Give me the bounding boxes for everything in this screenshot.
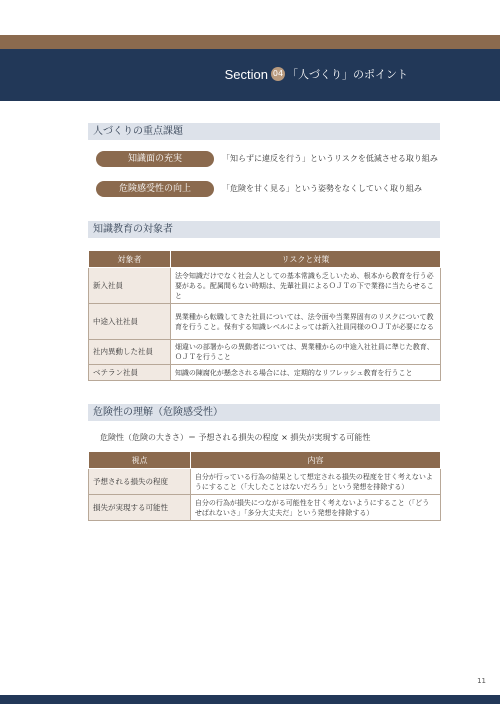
measure-cell: 知識の陳腐化が懸念される場合には、定期的なリフレッシュ教育を行うこと (170, 365, 440, 381)
table-row (89, 495, 441, 521)
priority-desc-knowledge: 「知らずに違反を行う」というリスクを低減させる取り組み (222, 154, 438, 163)
targets-table (88, 250, 441, 381)
table-row (89, 365, 441, 381)
table-row (89, 469, 441, 495)
priority-pill-risk-sensitivity: 危険感受性の向上 (96, 181, 214, 197)
section-number-badge: 04 (271, 67, 285, 81)
viewpoint-cell: 損失が実現する可能性 (89, 495, 191, 521)
column-header: 視点 (89, 452, 191, 469)
risk-formula: 危険性（危険の大きさ）＝ 予想される損失の程度 × 損失が実現する可能性 (100, 433, 371, 442)
priorities-heading: 人づくりの重点課題 (88, 123, 440, 140)
section-title (225, 66, 408, 82)
top-accent-stripe (0, 35, 500, 49)
priority-pill-knowledge: 知識面の充実 (96, 151, 214, 167)
target-cell: ベテラン社員 (89, 365, 171, 381)
table-row (89, 268, 441, 304)
section-label: 「人づくり」のポイント (287, 68, 408, 81)
viewpoint-cell: 予想される損失の程度 (89, 469, 191, 495)
target-cell: 社内異動した社員 (89, 340, 171, 365)
column-header: 対象者 (89, 251, 171, 268)
table-row (89, 304, 441, 340)
risk-heading: 危険性の理解（危険感受性） (88, 404, 440, 421)
column-header: 内容 (190, 452, 440, 469)
risk-table (88, 451, 441, 521)
column-header: リスクと対策 (170, 251, 440, 268)
measure-cell: 畑違いの部署からの異動者については、異業種からの中途入社社員に準じた教育、ＯＪＴを行うこと (170, 340, 440, 365)
table-row (89, 340, 441, 365)
target-cell: 中途入社社員 (89, 304, 171, 340)
targets-heading: 知識教育の対象者 (88, 221, 440, 238)
target-cell: 新入社員 (89, 268, 171, 304)
table-header-row (89, 251, 441, 268)
measure-cell: 異業種から転職してきた社員については、法令面や当業界固有のリスクについて教育を行うこと。保有する知識レベルによっては新入社員同様のＯＪＴが必要になる (170, 304, 440, 340)
measure-cell: 法令知識だけでなく社会人としての基本常識も乏しいため、根本から教育を行う必要がある。配属間もない時期は、先輩社員によるＯＪＴの下で業務に当たらせること (170, 268, 440, 304)
table-header-row (89, 452, 441, 469)
footer-band (0, 695, 500, 704)
content-cell: 自分が行っている行為の結果として想定される損失の程度を甘く考えないようにすること（「大したことはないだろう」という発想を排除する） (190, 469, 440, 495)
page-number: 11 (477, 677, 486, 685)
priority-desc-risk-sensitivity: 「危険を甘く見る」という姿勢をなくしていく取り組み (222, 184, 422, 193)
content-cell: 自分の行為が損失につながる可能性を甘く考えないようにすること（「どうせばれないさ」「多分大丈夫だ」という発想を排除する） (190, 495, 440, 521)
section-word: Section (224, 66, 268, 82)
